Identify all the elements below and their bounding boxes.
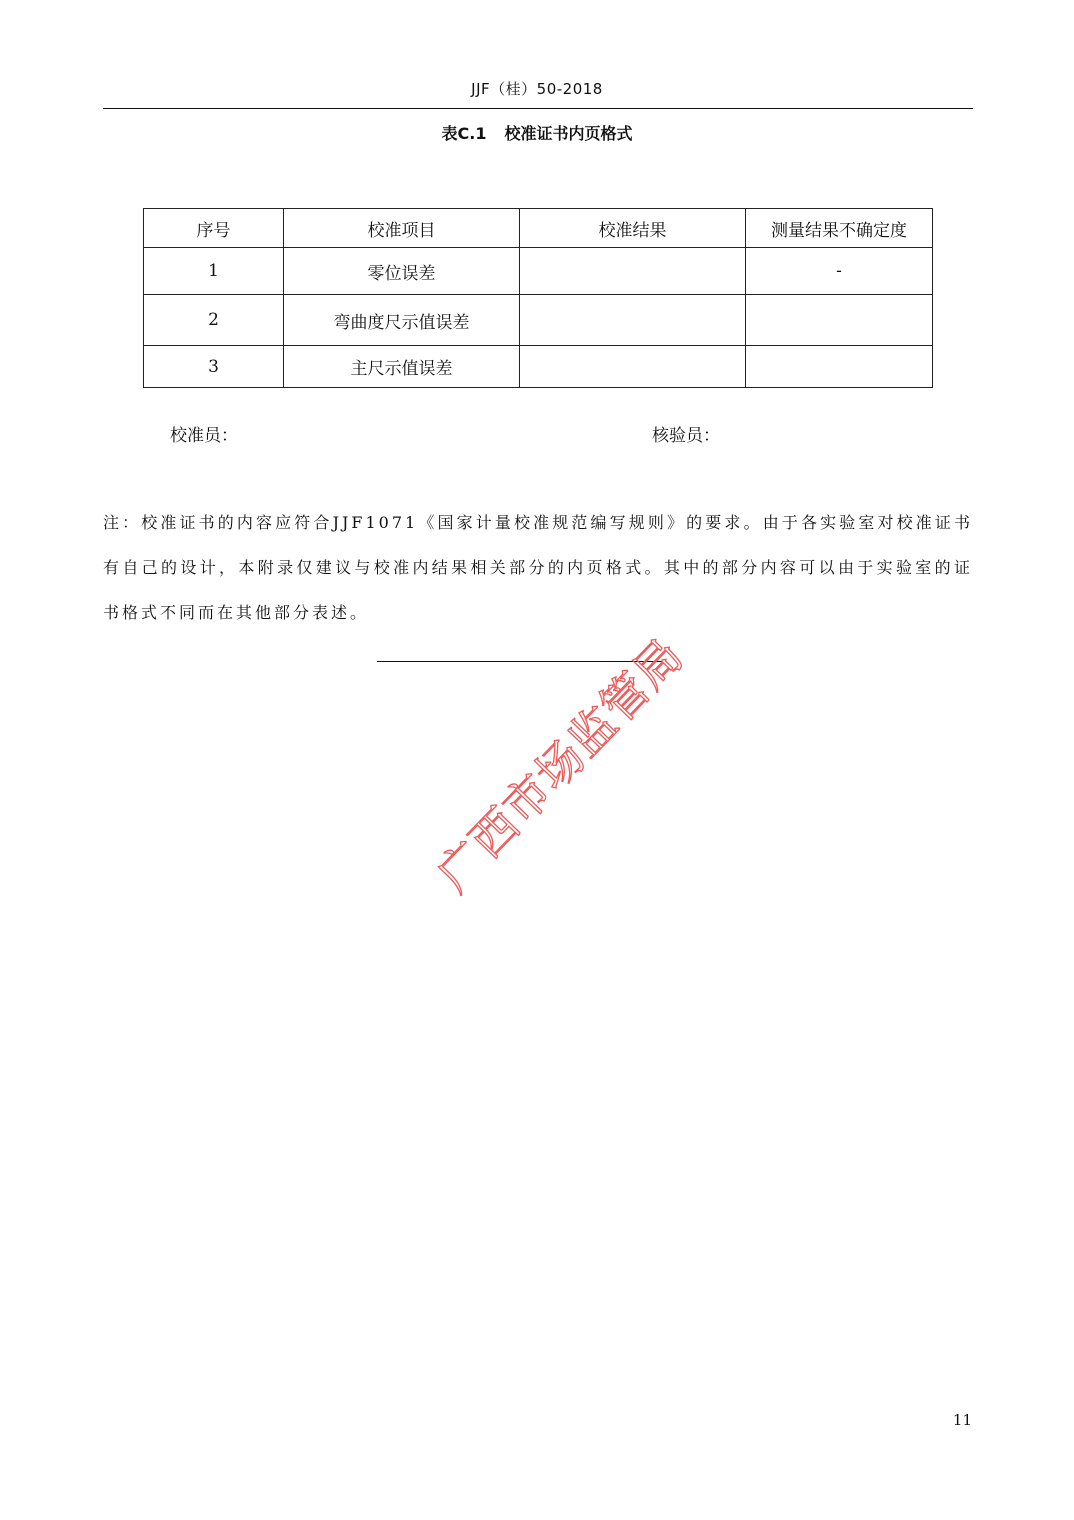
row-result	[520, 346, 746, 388]
table-row	[144, 346, 933, 388]
column-header-uncertainty: 测量结果不确定度	[746, 209, 933, 248]
calibrator-signature-label: 校准员：	[170, 426, 238, 446]
row-item: 弯曲度尺示值误差	[284, 295, 520, 346]
watermark: 广西市场监管局	[426, 627, 694, 902]
verifier-signature-label: 核验员：	[652, 426, 720, 446]
row-index: 1	[144, 248, 284, 295]
row-uncertainty	[746, 346, 933, 388]
table-caption	[0, 121, 1074, 144]
header-divider	[103, 108, 973, 109]
table-row	[144, 295, 933, 346]
row-index: 3	[144, 346, 284, 388]
row-result	[520, 248, 746, 295]
note-paragraph: 注：校准证书的内容应符合JJF1071《国家计量校准规范编写规则》的要求。由于各实验室对校准证书有自己的设计，本附录仅建议与校准内结果相关部分的内页格式。其中的部分内容可以由于实验室的证书格式不同而在其他部分表述。	[103, 513, 973, 622]
row-index: 2	[144, 295, 284, 346]
row-uncertainty: -	[746, 248, 933, 295]
table-caption-number: 表C.1	[441, 124, 487, 143]
table-caption-title: 校准证书内页格式	[504, 124, 633, 143]
row-item: 主尺示值误差	[284, 346, 520, 388]
page-number: 11	[952, 1411, 972, 1429]
row-item: 零位误差	[284, 248, 520, 295]
calibration-table	[143, 208, 933, 388]
document-header: JJF（桂）50-2018	[471, 80, 603, 98]
table-header-row	[144, 209, 933, 248]
column-header-item: 校准项目	[284, 209, 520, 248]
row-result	[520, 295, 746, 346]
table-row	[144, 248, 933, 295]
column-header-result: 校准结果	[520, 209, 746, 248]
column-header-index: 序号	[144, 209, 284, 248]
row-uncertainty	[746, 295, 933, 346]
